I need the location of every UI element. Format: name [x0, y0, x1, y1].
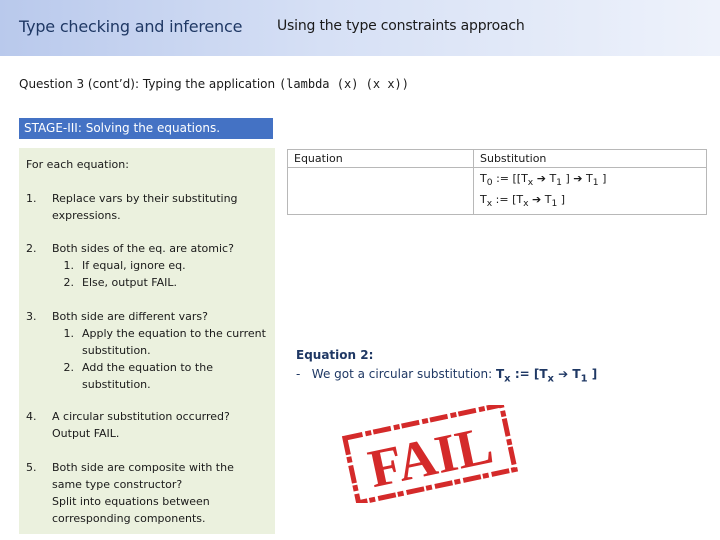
- sub-step-text: Else, output FAIL.: [82, 276, 177, 289]
- sub-step: [52, 274, 267, 291]
- step-text: Both side are composite with the same type constructor?: [52, 461, 234, 491]
- stamp-text: FAIL: [363, 414, 498, 500]
- fail-stamp-icon: [338, 405, 520, 503]
- substitution-line: $T_x$ := [$T_x$ ➔ $T_1$ ]: [480, 193, 566, 210]
- table-header-row: [288, 150, 707, 168]
- equation-cell: [288, 168, 474, 215]
- sub-step-text: If equal, ignore eq.: [82, 259, 186, 272]
- sub-step-number: 2.: [63, 276, 74, 289]
- step-number: 1.: [26, 192, 37, 205]
- steps-panel: [19, 148, 275, 534]
- sub-step: [52, 359, 267, 393]
- stage-label: STAGE-III:: [24, 121, 82, 135]
- substitution-cell: [474, 168, 707, 215]
- stage-banner: [19, 118, 273, 139]
- equation-header: Equation: [288, 150, 474, 168]
- step-number: 3.: [26, 310, 37, 323]
- slide-subtitle: Using the type constraints approach: [277, 18, 525, 34]
- slide-title: Type checking and inference: [19, 17, 243, 36]
- sub-step-text: Apply the equation to the current substitution.: [82, 327, 266, 357]
- arrow-icon: ➔: [532, 193, 542, 207]
- substitution-header: Substitution: [474, 150, 707, 168]
- question-line: [19, 77, 409, 91]
- step-text: Both side are different vars?: [52, 310, 208, 323]
- arrow-icon: ➔: [536, 172, 546, 185]
- step-number: 5.: [26, 461, 37, 474]
- step-extra: Split into equations between corresponding components.: [52, 495, 210, 525]
- step-text: Replace vars by their substituting expressions.: [52, 192, 238, 222]
- equation2-text: - We got a circular substitution: $T_x$ := [$T_x$ ➔ $T_1$ ]: [296, 367, 598, 385]
- sub-step-text: Add the equation to the substitution.: [82, 361, 213, 391]
- step-text: Both sides of the eq. are atomic?: [52, 242, 234, 255]
- sub-step-number: 1.: [63, 259, 74, 272]
- question-code: (lambda (x) (x x)): [278, 77, 409, 91]
- step-text: A circular substitution occurred? Output FAIL.: [52, 410, 230, 440]
- sub-step-number: 2.: [63, 361, 74, 374]
- question-text: Typing the application: [142, 77, 276, 91]
- stage-text: Solving the equations.: [85, 121, 221, 135]
- question-prefix: Question 3 (cont’d):: [19, 77, 140, 91]
- equation2-title: Equation 2:: [296, 348, 374, 362]
- substitution-line: $T_0$ := [[$T_x$ ➔ $T_1$ ] ➔ $T_1$ ]: [480, 172, 607, 189]
- equation-table: [287, 149, 707, 215]
- step-number: 2.: [26, 242, 37, 255]
- table-row: [288, 168, 707, 215]
- slide-header: [0, 0, 720, 56]
- sub-step: [52, 325, 267, 359]
- arrow-icon: ➔: [558, 367, 569, 381]
- arrow-icon: ➔: [573, 172, 583, 185]
- panel-title: For each equation:: [26, 158, 129, 171]
- sub-step-number: 1.: [63, 327, 74, 340]
- step-number: 4.: [26, 410, 37, 423]
- sub-step: [52, 257, 267, 274]
